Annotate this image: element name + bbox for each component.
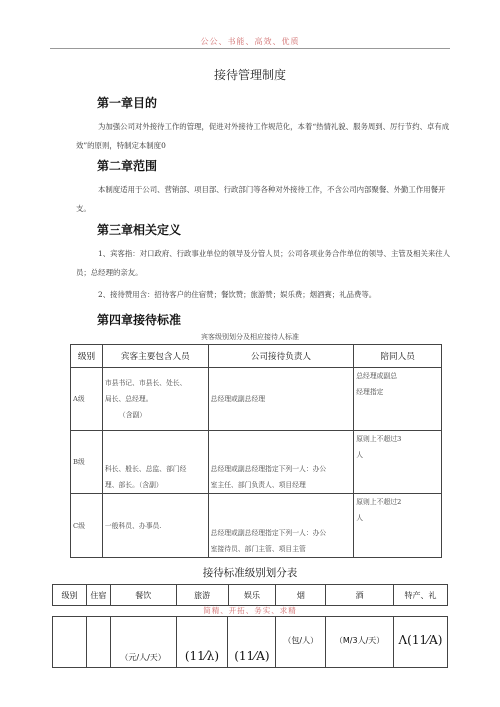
tier-unit-cell: [86, 617, 110, 668]
host-line: 室接待员、部门主管、项目主管: [210, 545, 306, 553]
guest-table-caption: 宾客级别划分及相应接待人标准: [201, 333, 299, 341]
tier-header-cell: 特产、礼: [394, 585, 448, 606]
header-guests: 宾客主要包含人员: [102, 345, 208, 368]
table-row: [71, 368, 442, 431]
host-line: 总经理或副总经理指定下列一人：办公: [210, 529, 327, 537]
level-cell: B级: [71, 431, 103, 494]
tier-unit-cell: [53, 617, 87, 668]
chapter-1-heading: 第一章目的: [97, 96, 158, 110]
chapter-4-heading: 第四章接待标准: [97, 313, 182, 327]
guests-line: 一般科员、办事员.: [104, 521, 162, 530]
tier-header-cell: 餐饮: [110, 585, 176, 606]
guests-cell: [102, 368, 208, 431]
guests-cell: [102, 494, 208, 558]
tier-unit-row: [53, 617, 448, 668]
header-accompany: 陪同人员: [354, 345, 442, 368]
tier-header-cell: 烟: [276, 585, 326, 606]
tier-table-units: [52, 616, 448, 668]
host-cell: [208, 494, 354, 558]
host-line: 总经理或副总经理指定下列一人：办公: [210, 465, 327, 473]
guests-cell: [102, 431, 208, 494]
tier-unit-cell: Λ(11⁄A): [393, 617, 447, 668]
host-line: 室主任、部门负责人、项目经理: [210, 481, 306, 489]
accompany-line: 原则上不超过2: [356, 498, 402, 506]
chapter-3-item-2: 2、接待赞用含：招待客户的住宿赞；餐饮赞；旅游赞；娱乐费；烟酒赛；礼品费等。: [98, 290, 377, 299]
guest-table-header-row: [71, 345, 442, 368]
guests-line: 局长、总经理。: [104, 395, 153, 403]
tier-unit-cell: (11⁄A): [228, 617, 276, 668]
document-title: 接待管理制度: [213, 68, 286, 82]
table-row: [71, 494, 442, 558]
header-level: 级别: [71, 345, 103, 368]
accompany-cell: [354, 494, 442, 558]
guests-line: （含副）: [118, 411, 147, 419]
accompany-line: 总经理或副总: [356, 372, 398, 380]
footer-slogan: 简精、开拓、务实、求精: [203, 606, 297, 615]
host-cell: 总经理或副总经理: [208, 368, 354, 431]
level-cell: C级: [71, 494, 103, 558]
chapter-2-text: 本制度适用于公司、营销部、项目部、行政部门等各种对外接待工作，不含公司内部聚餐、外勤工作用餐开支。: [76, 185, 446, 213]
tier-unit-cell: （元/人/天）: [110, 617, 176, 668]
tier-unit-cell: (11⁄λ): [176, 617, 228, 668]
guests-line: 市县书记、市县长、处长、: [104, 379, 187, 387]
accompany-line: 人: [356, 514, 364, 522]
tier-table-header: [52, 584, 448, 606]
chapter-1-text: 为加强公司对外接待工作的管理，促进对外接待工作规范化，本着“热情礼貌、服务周到、厉行节约、卓有成效”的原则，特制定本制度0: [76, 122, 450, 150]
host-cell: [208, 431, 354, 494]
tier-header-cell: 旅游: [176, 585, 228, 606]
tier-header-cell: 酒: [326, 585, 394, 606]
tier-header-cell: 住宿: [86, 585, 110, 606]
header-host: 公司接待负责人: [208, 345, 354, 368]
chapter-3-item-1: 1、宾客指：对口政府、行政事业单位的领导及分管人员；公司各项业务合作单位的领导、主管及相关来往人员；总经理的亲友。: [76, 249, 451, 277]
header-slogan: 公公、书能、高效、优质: [200, 37, 300, 46]
tier-header-cell: 级别: [53, 585, 87, 606]
table-row: [71, 431, 442, 494]
level-cell: A级: [71, 368, 103, 431]
chapter-3-heading: 第三章相关定义: [97, 223, 182, 237]
guests-line: 理、部长。（含副）: [104, 481, 163, 489]
accompany-cell: [354, 431, 442, 494]
tier-header-row: [53, 585, 448, 606]
guest-level-table: [70, 344, 442, 558]
accompany-cell: [354, 368, 442, 431]
tier-table-title: 接待标准级别划分表: [202, 567, 298, 579]
chapter-2-heading: 第二章范围: [97, 159, 158, 173]
tier-unit-cell: （包/人）: [276, 617, 326, 668]
tier-unit-cell: （M/3人/天）: [326, 617, 394, 668]
header-divider: [50, 48, 450, 49]
accompany-line: 原则上不超过3: [356, 435, 402, 443]
tier-header-cell: 娱乐: [228, 585, 276, 606]
accompany-line: 经理指定: [356, 388, 384, 396]
guests-line: 科长、般长、总监、部门经: [104, 465, 187, 473]
accompany-line: 人: [356, 451, 364, 459]
